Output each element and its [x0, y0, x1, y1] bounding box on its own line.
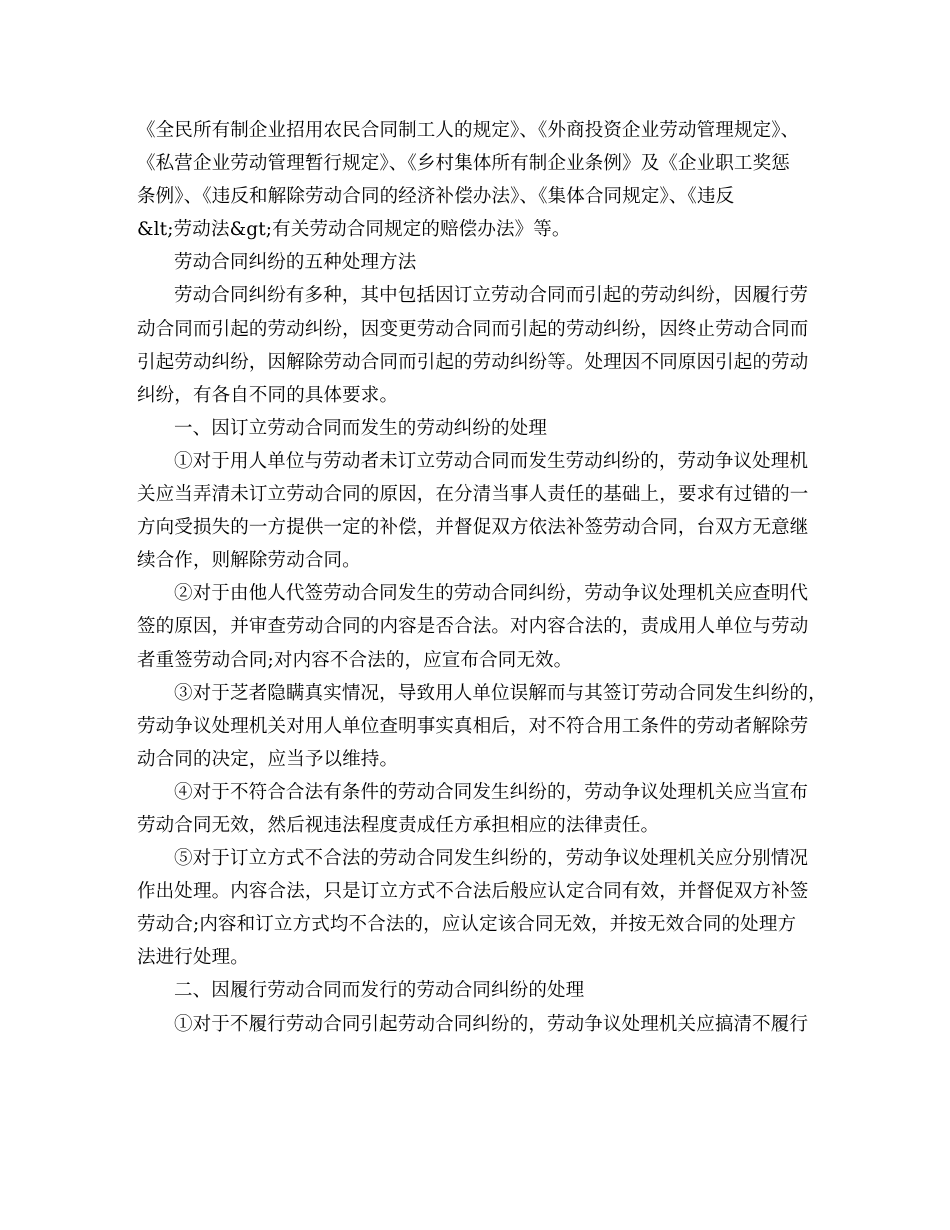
text-line: 动合同而引起的劳动纠纷，因变更劳动合同而引起的劳动纠纷，因终止劳动合同而: [137, 318, 809, 340]
text-line: ⑤对于订立方式不合法的劳动合同发生纠纷的，劳动争议处理机关应分别情况: [174, 848, 809, 870]
text-line: 一、因订立劳动合同而发生的劳动纠纷的处理: [174, 417, 548, 439]
paragraph-item-1-4: [137, 776, 823, 842]
text-line: 《私营企业劳动管理暂行规定》、《乡村集体所有制企业条例》及《企业职工奖惩: [137, 153, 790, 175]
text-line: 二、因履行劳动合同而发行的劳动合同纠纷的处理: [174, 980, 585, 1002]
text-line: 动合同的决定，应当予以维持。: [137, 748, 399, 770]
paragraph-item-1-3: [137, 677, 827, 776]
text-line: ②对于由他人代签劳动合同发生的劳动合同纠纷，劳动争议处理机关应查明代: [174, 583, 809, 605]
text-line: 签的原因，并审查劳动合同的内容是否合法。对内容合法的，责成用人单位与劳动: [137, 616, 809, 638]
text-line: 关应当弄清未订立劳动合同的原因，在分清当事人责任的基础上，要求有过错的一: [137, 484, 809, 506]
text-line: 劳动合同纠纷有多种，其中包括因订立劳动合同而引起的劳动纠纷，因履行劳: [174, 285, 809, 307]
text-line: 《全民所有制企业招用农民合同制工人的规定》、《外商投资企业劳动管理规定》、: [137, 120, 800, 141]
text-line: 方向受损失的一方提供一定的补偿，并督促双方依法补签劳动合同，台双方无意继: [137, 517, 809, 539]
heading-section-2: [137, 974, 823, 1007]
paragraph-item-2-1: [137, 1008, 823, 1041]
heading-section-1: [137, 412, 823, 445]
text-line: ④对于不符合合法有条件的劳动合同发生纠纷的，劳动争议处理机关应当宣布: [174, 781, 809, 803]
text-line: 续合作，则解除劳动合同。: [137, 550, 361, 572]
paragraph-item-1-1: [137, 445, 823, 577]
text-line: &lt;劳动法&gt;有关劳动合同规定的赔偿办法》等。: [137, 219, 571, 241]
paragraph-intro: [137, 279, 823, 411]
text-line: ①对于不履行劳动合同引起劳动合同纠纷的，劳动争议处理机关应搞清不履行: [174, 1013, 809, 1035]
text-line: 劳动争议处理机关对用人单位查明事实真相后，对不符合用工条件的劳动者解除劳: [137, 715, 809, 737]
text-line: 条例》、《违反和解除劳动合同的经济补偿办法》、《集体合同规定》、《违反: [137, 186, 735, 208]
paragraph-laws-list: [137, 114, 823, 246]
text-line: 劳动合;内容和订立方式均不合法的，应认定该合同无效，并按无效合同的处理方: [137, 914, 797, 936]
paragraph-item-1-5: [137, 842, 823, 974]
text-line: 者重签劳动合同;对内容不合法的，应宣布合同无效。: [137, 649, 573, 671]
text-line: 法进行处理。: [137, 947, 249, 969]
section-title: [137, 246, 823, 279]
document-body: [137, 114, 827, 1041]
text-line: 引起劳动纠纷，因解除劳动合同而引起的劳动纠纷等。处理因不同原因引起的劳动: [137, 351, 809, 373]
text-line: 劳动合同纠纷的五种处理方法: [174, 252, 417, 274]
paragraph-item-1-2: [137, 577, 823, 676]
text-line: 劳动合同无效，然后视违法程度责成任方承担相应的法律责任。: [137, 814, 660, 836]
text-line: ③对于芝者隐瞒真实情况，导致用人单位误解而与其签订劳动合同发生纠纷的，: [174, 682, 827, 704]
text-line: 作出处理。内容合法，只是订立方式不合法后般应认定合同有效，并督促双方补签: [137, 881, 809, 903]
text-line: 纠纷，有各自不同的具体要求。: [137, 384, 399, 406]
text-line: ①对于用人单位与劳动者未订立劳动合同而发生劳动纠纷的，劳动争议处理机: [174, 450, 809, 472]
